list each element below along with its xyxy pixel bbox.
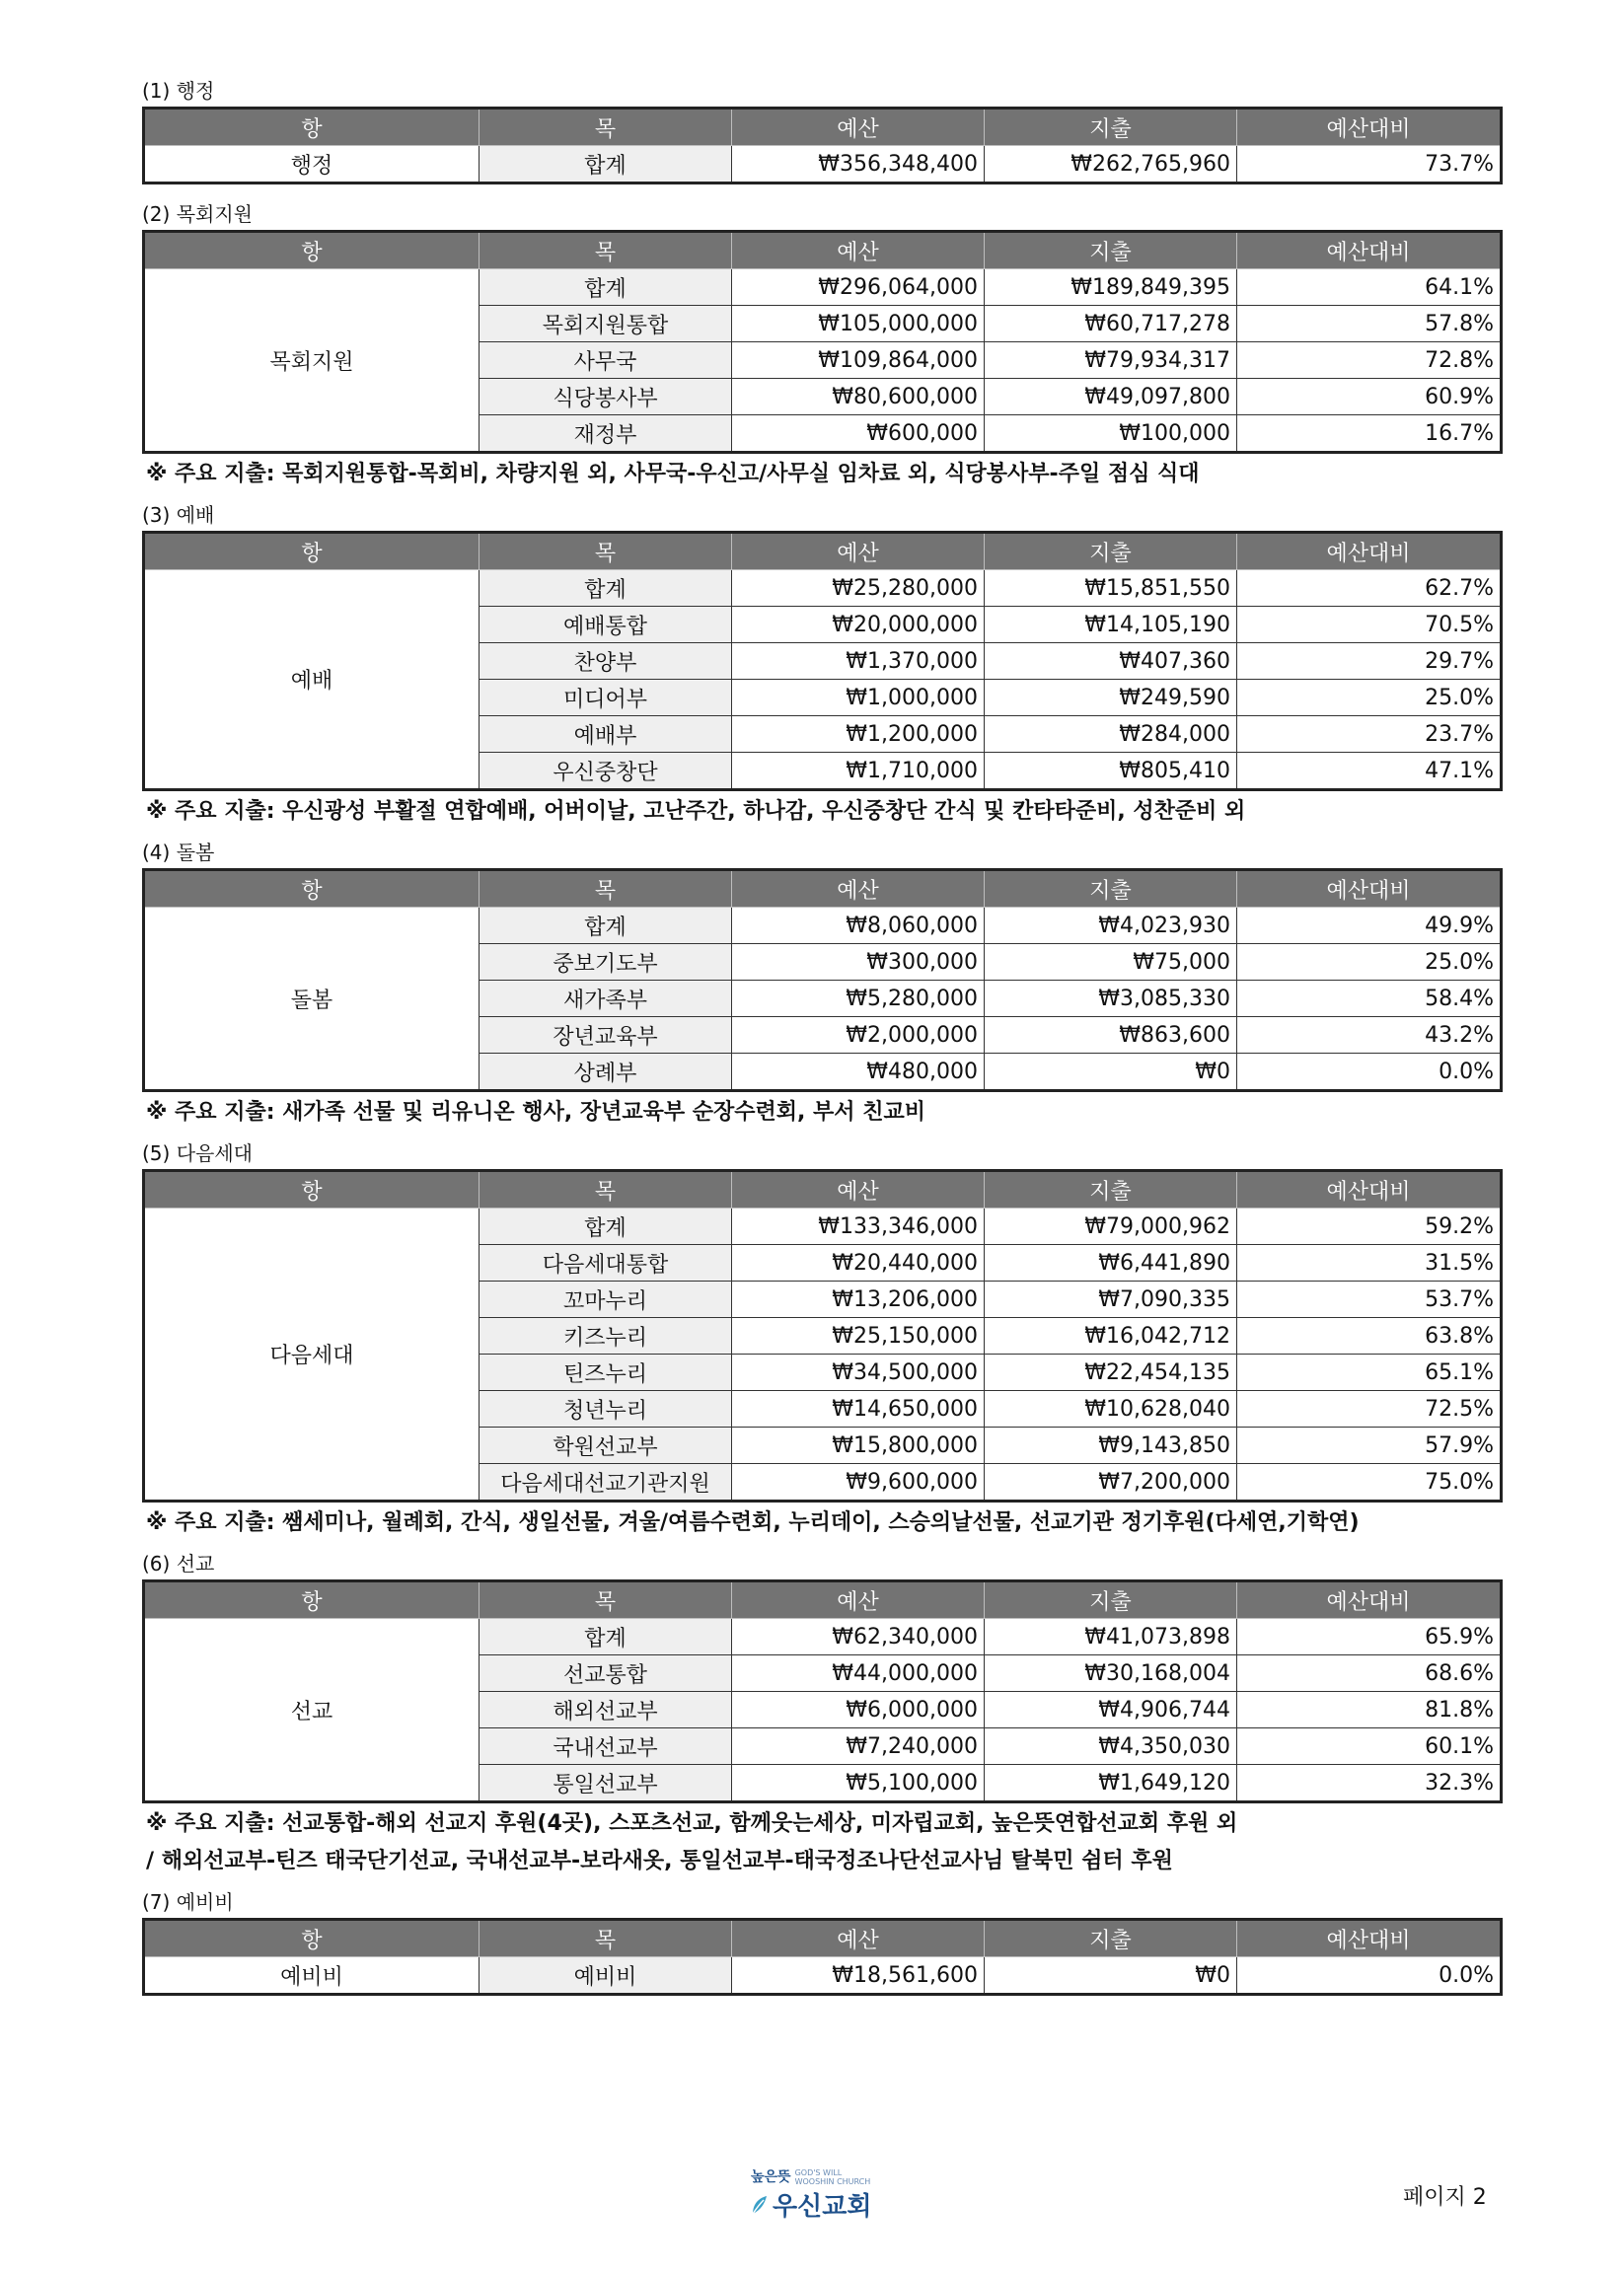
budget-cell: ₩13,206,000 <box>732 1282 985 1318</box>
ratio-cell: 58.4% <box>1237 981 1502 1017</box>
ratio-cell: 65.9% <box>1237 1619 1502 1655</box>
budget-cell: ₩296,064,000 <box>732 269 985 306</box>
section-title: (3) 예배 <box>142 503 215 527</box>
budget-cell: ₩1,200,000 <box>732 716 985 753</box>
spend-cell: ₩10,628,040 <box>985 1391 1237 1428</box>
budget-cell: ₩356,348,400 <box>732 146 985 183</box>
budget-table <box>142 1169 1503 1503</box>
table-row <box>144 146 1502 183</box>
column-header: 예산대비 <box>1237 533 1502 570</box>
expense-note-line: / 해외선교부-틴즈 태국단기선교, 국내선교부-보라새옷, 통일선교부-태국정조나단선교사님 탈북민 쉼터 후원 <box>146 1849 1173 1873</box>
section-title: (5) 다음세대 <box>142 1141 253 1165</box>
budget-cell: ₩25,150,000 <box>732 1318 985 1355</box>
item-cell: 상례부 <box>480 1054 732 1091</box>
expense-note <box>146 1805 1500 1880</box>
ratio-cell: 43.2% <box>1237 1017 1502 1054</box>
spend-cell: ₩30,168,004 <box>985 1655 1237 1692</box>
table-row <box>144 1619 1502 1655</box>
item-cell: 학원선교부 <box>480 1428 732 1464</box>
spend-cell: ₩49,097,800 <box>985 379 1237 415</box>
budget-cell: ₩2,000,000 <box>732 1017 985 1054</box>
spend-cell: ₩805,410 <box>985 753 1237 790</box>
budget-cell: ₩7,240,000 <box>732 1728 985 1765</box>
item-cell: 합계 <box>480 269 732 306</box>
item-cell: 예배부 <box>480 716 732 753</box>
item-cell: 합계 <box>480 908 732 944</box>
column-header: 지출 <box>985 533 1237 570</box>
budget-cell: ₩18,561,600 <box>732 1957 985 1995</box>
page-number: 페이지 2 <box>1403 2185 1487 2210</box>
item-cell: 예비비 <box>480 1957 732 1995</box>
item-cell: 우신중창단 <box>480 753 732 790</box>
category-cell: 예배 <box>144 570 480 790</box>
spend-cell: ₩7,090,335 <box>985 1282 1237 1318</box>
budget-cell: ₩20,000,000 <box>732 607 985 643</box>
ratio-cell: 63.8% <box>1237 1318 1502 1355</box>
item-cell: 꼬마누리 <box>480 1282 732 1318</box>
column-header: 지출 <box>985 1920 1237 1957</box>
ratio-cell: 62.7% <box>1237 570 1502 607</box>
ratio-cell: 81.8% <box>1237 1692 1502 1728</box>
budget-table <box>142 230 1503 454</box>
table-row <box>144 269 1502 306</box>
budget-cell: ₩80,600,000 <box>732 379 985 415</box>
column-header: 예산대비 <box>1237 1171 1502 1209</box>
column-header: 지출 <box>985 1581 1237 1619</box>
budget-cell: ₩34,500,000 <box>732 1355 985 1391</box>
expense-note <box>146 1094 1500 1132</box>
expense-note-line: ※ 주요 지출: 쌤세미나, 월례회, 간식, 생일선물, 겨울/여름수련회, 누리데이, 스승의날선물, 선교기관 정기후원(다세연,기학연) <box>146 1510 1360 1535</box>
table-header-row <box>144 533 1502 570</box>
spend-cell: ₩189,849,395 <box>985 269 1237 306</box>
spend-cell: ₩284,000 <box>985 716 1237 753</box>
ratio-cell: 59.2% <box>1237 1209 1502 1245</box>
spend-cell: ₩16,042,712 <box>985 1318 1237 1355</box>
table-header-row <box>144 232 1502 269</box>
budget-cell: ₩1,370,000 <box>732 643 985 680</box>
item-cell: 새가족부 <box>480 981 732 1017</box>
item-cell: 다음세대통합 <box>480 1245 732 1282</box>
budget-cell: ₩5,280,000 <box>732 981 985 1017</box>
column-header: 예산 <box>732 1581 985 1619</box>
column-header: 항 <box>144 109 480 146</box>
budget-cell: ₩15,800,000 <box>732 1428 985 1464</box>
column-header: 지출 <box>985 109 1237 146</box>
item-cell: 해외선교부 <box>480 1692 732 1728</box>
item-cell: 합계 <box>480 1209 732 1245</box>
ratio-cell: 60.9% <box>1237 379 1502 415</box>
logo-church-name: 우신교회 <box>773 2192 872 2222</box>
budget-cell: ₩105,000,000 <box>732 306 985 342</box>
spend-cell: ₩60,717,278 <box>985 306 1237 342</box>
budget-table <box>142 107 1503 184</box>
item-cell: 찬양부 <box>480 643 732 680</box>
column-header: 항 <box>144 533 480 570</box>
column-header: 예산대비 <box>1237 870 1502 908</box>
column-header: 목 <box>480 870 732 908</box>
expense-note <box>146 456 1500 493</box>
spend-cell: ₩79,000,962 <box>985 1209 1237 1245</box>
category-cell: 목회지원 <box>144 269 480 453</box>
item-cell: 미디어부 <box>480 680 732 716</box>
ratio-cell: 64.1% <box>1237 269 1502 306</box>
ratio-cell: 31.5% <box>1237 1245 1502 1282</box>
column-header: 항 <box>144 1920 480 1957</box>
column-header: 항 <box>144 1581 480 1619</box>
spend-cell: ₩79,934,317 <box>985 342 1237 379</box>
column-header: 항 <box>144 1171 480 1209</box>
ratio-cell: 32.3% <box>1237 1765 1502 1802</box>
ratio-cell: 49.9% <box>1237 908 1502 944</box>
budget-cell: ₩600,000 <box>732 415 985 453</box>
column-header: 목 <box>480 533 732 570</box>
category-cell: 행정 <box>144 146 480 183</box>
table-row <box>144 1957 1502 1995</box>
ratio-cell: 72.8% <box>1237 342 1502 379</box>
table-row <box>144 908 1502 944</box>
table-header-row <box>144 870 1502 908</box>
column-header: 항 <box>144 232 480 269</box>
column-header: 예산 <box>732 232 985 269</box>
budget-cell: ₩8,060,000 <box>732 908 985 944</box>
column-header: 목 <box>480 1581 732 1619</box>
budget-table <box>142 868 1503 1092</box>
budget-cell: ₩300,000 <box>732 944 985 981</box>
category-cell: 다음세대 <box>144 1209 480 1502</box>
column-header: 예산 <box>732 1171 985 1209</box>
item-cell: 국내선교부 <box>480 1728 732 1765</box>
column-header: 예산대비 <box>1237 1920 1502 1957</box>
spend-cell: ₩75,000 <box>985 944 1237 981</box>
item-cell: 합계 <box>480 1619 732 1655</box>
spend-cell: ₩1,649,120 <box>985 1765 1237 1802</box>
section-title: (7) 예비비 <box>142 1890 234 1914</box>
expense-note <box>146 1504 1500 1542</box>
column-header: 목 <box>480 1171 732 1209</box>
budget-cell: ₩133,346,000 <box>732 1209 985 1245</box>
table-header-row <box>144 1581 1502 1619</box>
ratio-cell: 60.1% <box>1237 1728 1502 1765</box>
logo-leaf-icon <box>751 2194 769 2216</box>
ratio-cell: 57.9% <box>1237 1428 1502 1464</box>
document-body <box>142 71 1500 2006</box>
budget-cell: ₩9,600,000 <box>732 1464 985 1502</box>
section-title: (1) 행정 <box>142 79 215 103</box>
column-header: 예산 <box>732 109 985 146</box>
budget-cell: ₩14,650,000 <box>732 1391 985 1428</box>
column-header: 항 <box>144 870 480 908</box>
column-header: 예산 <box>732 1920 985 1957</box>
column-header: 목 <box>480 1920 732 1957</box>
ratio-cell: 53.7% <box>1237 1282 1502 1318</box>
spend-cell: ₩262,765,960 <box>985 146 1237 183</box>
spend-cell: ₩15,851,550 <box>985 570 1237 607</box>
spend-cell: ₩41,073,898 <box>985 1619 1237 1655</box>
column-header: 예산대비 <box>1237 1581 1502 1619</box>
budget-table <box>142 1579 1503 1803</box>
logo-eng-line-2: WOOSHIN CHURCH <box>794 2177 871 2186</box>
budget-cell: ₩1,000,000 <box>732 680 985 716</box>
item-cell: 사무국 <box>480 342 732 379</box>
ratio-cell: 47.1% <box>1237 753 1502 790</box>
logo-eng-line-1: GOD'S WILL <box>794 2168 843 2177</box>
spend-cell: ₩4,906,744 <box>985 1692 1237 1728</box>
spend-cell: ₩22,454,135 <box>985 1355 1237 1391</box>
budget-cell: ₩62,340,000 <box>732 1619 985 1655</box>
category-cell: 예비비 <box>144 1957 480 1995</box>
column-header: 목 <box>480 232 732 269</box>
column-header: 예산 <box>732 870 985 908</box>
column-header: 지출 <box>985 232 1237 269</box>
ratio-cell: 68.6% <box>1237 1655 1502 1692</box>
spend-cell: ₩863,600 <box>985 1017 1237 1054</box>
logo-small-text: 높은뜻 <box>751 2169 791 2185</box>
expense-note-line: ※ 주요 지출: 우신광성 부활절 연합예배, 어버이날, 고난주간, 하나감, 우신중창단 간식 및 칸타타준비, 성찬준비 외 <box>146 799 1246 824</box>
item-cell: 틴즈누리 <box>480 1355 732 1391</box>
budget-table <box>142 531 1503 791</box>
item-cell: 재정부 <box>480 415 732 453</box>
item-cell: 청년누리 <box>480 1391 732 1428</box>
section-title: (6) 선교 <box>142 1552 215 1576</box>
expense-note-line: ※ 주요 지출: 목회지원통합-목회비, 차량지원 외, 사무국-우신고/사무실 임차료 외, 식당봉사부-주일 점심 식대 <box>146 462 1200 486</box>
ratio-cell: 16.7% <box>1237 415 1502 453</box>
spend-cell: ₩3,085,330 <box>985 981 1237 1017</box>
ratio-cell: 73.7% <box>1237 146 1502 183</box>
ratio-cell: 23.7% <box>1237 716 1502 753</box>
spend-cell: ₩407,360 <box>985 643 1237 680</box>
budget-table <box>142 1918 1503 1996</box>
table-header-row <box>144 1171 1502 1209</box>
item-cell: 다음세대선교기관지원 <box>480 1464 732 1502</box>
category-cell: 돌봄 <box>144 908 480 1091</box>
budget-cell: ₩1,710,000 <box>732 753 985 790</box>
expense-note-line: ※ 주요 지출: 선교통합-해외 선교지 후원(4곳), 스포츠선교, 함께웃는세상, 미자립교회, 높은뜻연합선교회 후원 외 <box>146 1811 1238 1836</box>
spend-cell: ₩4,350,030 <box>985 1728 1237 1765</box>
spend-cell: ₩0 <box>985 1054 1237 1091</box>
budget-cell: ₩5,100,000 <box>732 1765 985 1802</box>
item-cell: 통일선교부 <box>480 1765 732 1802</box>
column-header: 지출 <box>985 870 1237 908</box>
spend-cell: ₩0 <box>985 1957 1237 1995</box>
item-cell: 중보기도부 <box>480 944 732 981</box>
column-header: 예산대비 <box>1237 232 1502 269</box>
budget-cell: ₩6,000,000 <box>732 1692 985 1728</box>
budget-cell: ₩109,864,000 <box>732 342 985 379</box>
table-header-row <box>144 1920 1502 1957</box>
ratio-cell: 75.0% <box>1237 1464 1502 1502</box>
spend-cell: ₩14,105,190 <box>985 607 1237 643</box>
section-title: (2) 목회지원 <box>142 202 253 226</box>
budget-cell: ₩480,000 <box>732 1054 985 1091</box>
ratio-cell: 0.0% <box>1237 1054 1502 1091</box>
ratio-cell: 0.0% <box>1237 1957 1502 1995</box>
item-cell: 장년교육부 <box>480 1017 732 1054</box>
category-cell: 선교 <box>144 1619 480 1802</box>
ratio-cell: 25.0% <box>1237 944 1502 981</box>
column-header: 예산 <box>732 533 985 570</box>
column-header: 목 <box>480 109 732 146</box>
budget-cell: ₩25,280,000 <box>732 570 985 607</box>
column-header: 예산대비 <box>1237 109 1502 146</box>
item-cell: 합계 <box>480 146 732 183</box>
budget-cell: ₩20,440,000 <box>732 1245 985 1282</box>
section-title: (4) 돌봄 <box>142 841 215 864</box>
item-cell: 키즈누리 <box>480 1318 732 1355</box>
expense-note-line: ※ 주요 지출: 새가족 선물 및 리유니온 행사, 장년교육부 순장수련회, 부서 친교비 <box>146 1100 925 1125</box>
item-cell: 선교통합 <box>480 1655 732 1692</box>
ratio-cell: 70.5% <box>1237 607 1502 643</box>
spend-cell: ₩4,023,930 <box>985 908 1237 944</box>
spend-cell: ₩7,200,000 <box>985 1464 1237 1502</box>
item-cell: 식당봉사부 <box>480 379 732 415</box>
ratio-cell: 29.7% <box>1237 643 1502 680</box>
item-cell: 합계 <box>480 570 732 607</box>
column-header: 지출 <box>985 1171 1237 1209</box>
budget-cell: ₩44,000,000 <box>732 1655 985 1692</box>
table-header-row <box>144 109 1502 146</box>
expense-note <box>146 793 1500 831</box>
spend-cell: ₩100,000 <box>985 415 1237 453</box>
spend-cell: ₩249,590 <box>985 680 1237 716</box>
ratio-cell: 72.5% <box>1237 1391 1502 1428</box>
ratio-cell: 57.8% <box>1237 306 1502 342</box>
table-row <box>144 1209 1502 1245</box>
table-row <box>144 570 1502 607</box>
spend-cell: ₩6,441,890 <box>985 1245 1237 1282</box>
ratio-cell: 65.1% <box>1237 1355 1502 1391</box>
church-logo <box>751 2166 899 2226</box>
item-cell: 예배통합 <box>480 607 732 643</box>
ratio-cell: 25.0% <box>1237 680 1502 716</box>
item-cell: 목회지원통합 <box>480 306 732 342</box>
spend-cell: ₩9,143,850 <box>985 1428 1237 1464</box>
